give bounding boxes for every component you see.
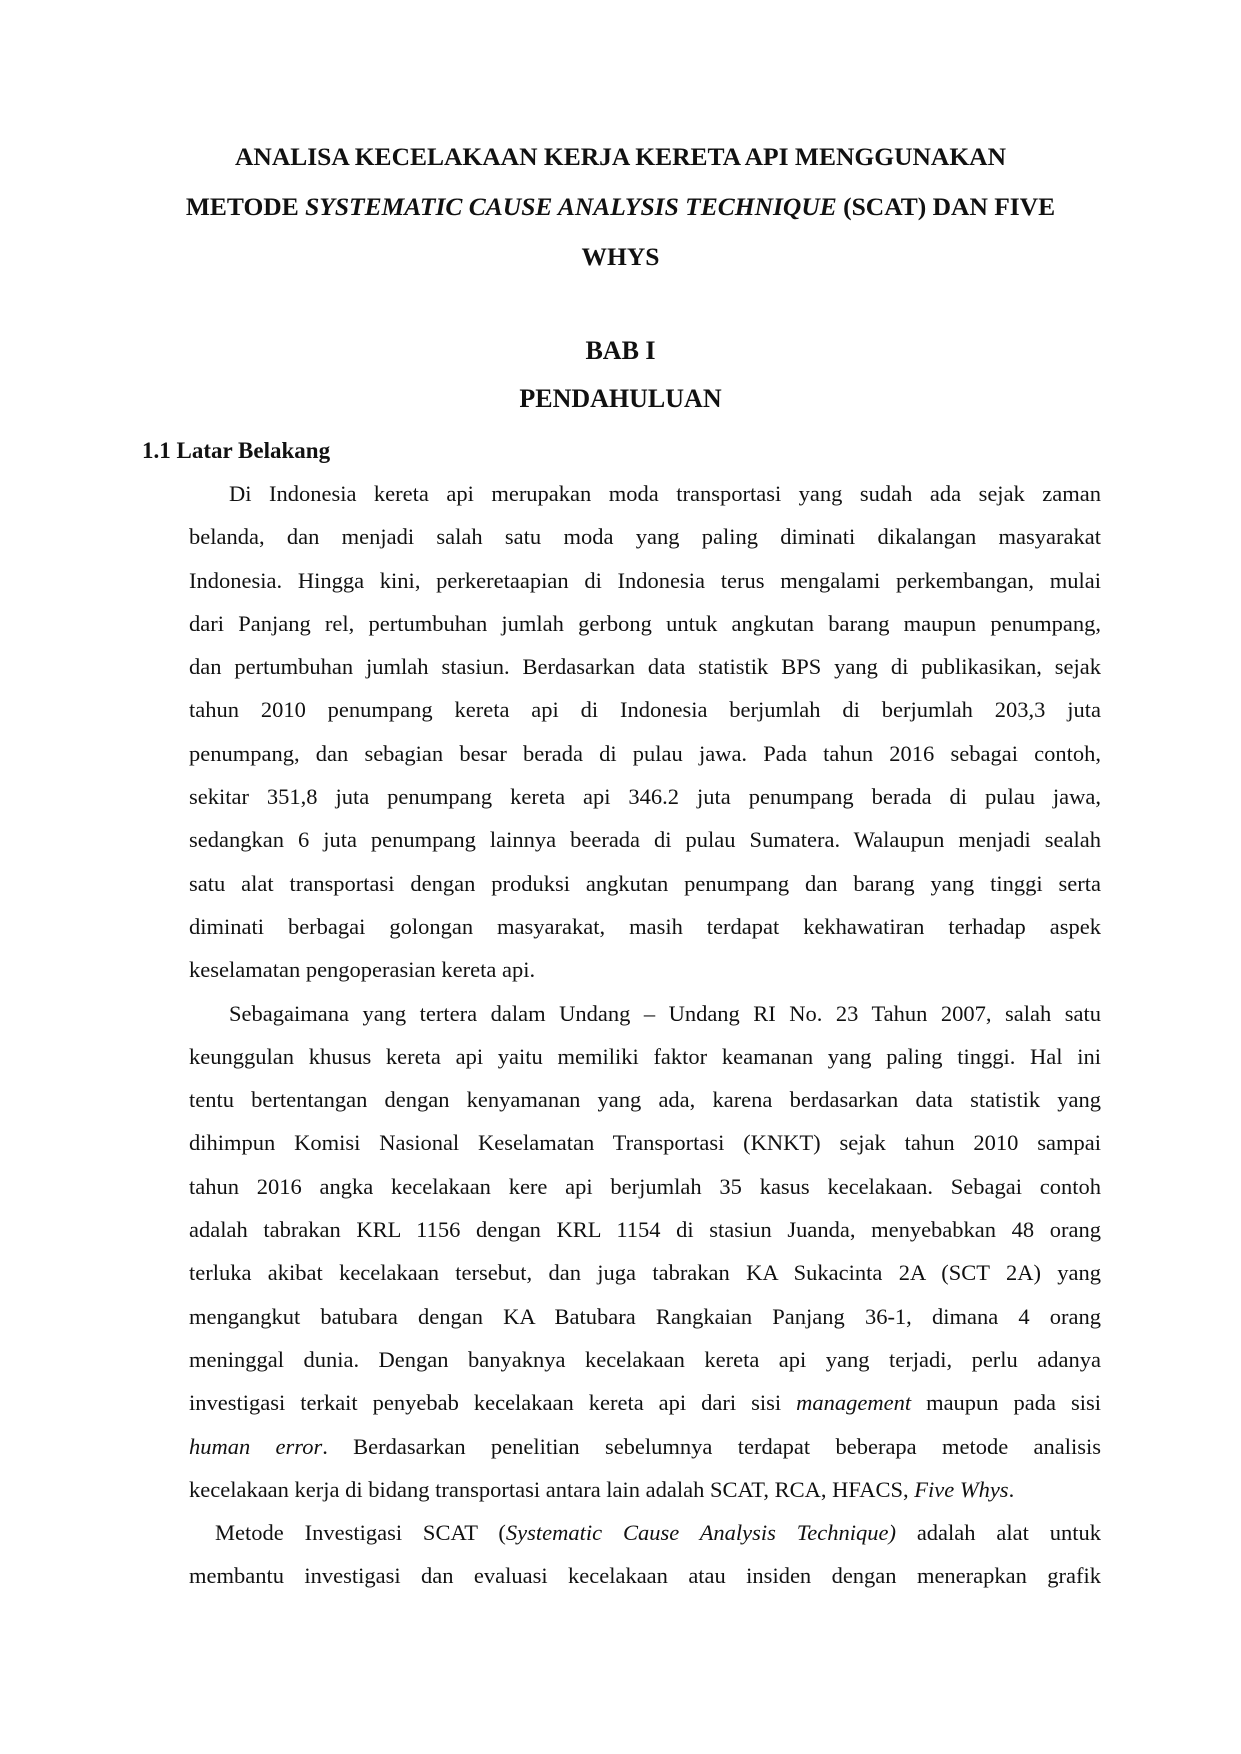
title-line-2: METODE SYSTEMATIC CAUSE ANALYSIS TECHNIQUE (SCAT) DAN FIVE	[185, 192, 1056, 221]
section-heading: 1.1 Latar Belakang	[142, 438, 331, 463]
body-text	[189, 472, 1101, 1598]
paragraph-2: Sebagaimana yang tertera dalam Undang – Undang RI No. 23 Tahun 2007, salah satu keunggulan khusus kereta api yaitu memiliki faktor keamanan yang paling tinggi. Hal ini tentu bertentangan dengan kenyamanan yang ada, karena berdasarkan data statistik yang dihimpun Komisi Nasional Keselamatan Transportasi (KNKT) sejak tahun 2010 sampai tahun 2016 angka kecelakaan kere api berjumlah 35 kasus kecelakaan. Sebagai contoh adalah tabrakan KRL 1156 dengan KRL 1154 di stasiun Juanda, menyebabkan 48 orang terluka akibat kecelakaan tersebut, dan juga tabrakan KA Sukacinta 2A (SCT 2A) yang mengangkut batubara dengan KA Batubara Rangkaian Panjang 36-1, dimana 4 orang meninggal dunia. Dengan banyaknya kecelakaan kereta api yang terjadi, perlu adanya investigasi terkait penyebab kecelakaan kereta api dari sisi management maupun pada sisi human error. Berdasarkan penelitian sebelumnya terdapat beberapa metode analisis kecelakaan kerja di bidang transportasi antara lain adalah SCAT, RCA, HFACS, Five Whys.	[189, 1000, 1102, 1502]
chapter-number: BAB I	[585, 336, 656, 365]
title-line-1: ANALISA KECELAKAAN KERJA KERETA API MENGGUNAKAN	[234, 142, 1006, 171]
document-title	[140, 132, 1101, 282]
title-line-3: WHYS	[581, 242, 660, 271]
paragraph-3: Metode Investigasi SCAT (Systematic Cause Analysis Technique) adalah alat untuk membantu investigasi dan evaluasi kecelakaan atau insiden dengan menerapkan grafik	[189, 1520, 1101, 1589]
chapter-title: PENDAHULUAN	[519, 384, 722, 413]
paragraph-1: Di Indonesia kereta api merupakan moda transportasi yang sudah ada sejak zaman belanda, dan menjadi salah satu moda yang paling diminati dikalangan masyarakat Indonesia. Hingga kini, perkeretaapian di Indonesia terus mengalami perkembangan, mulai dari Panjang rel, pertumbuhan jumlah gerbong untuk angkutan barang maupun penumpang, dan pertumbuhan jumlah stasiun. Berdasarkan data statistik BPS yang di publikasikan, sejak tahun 2010 penumpang kereta api di Indonesia berjumlah di berjumlah 203,3 juta penumpang, dan sebagian besar berada di pulau jawa. Pada tahun 2016 sebagai contoh, sekitar 351,8 juta penumpang kereta api 346.2 juta penumpang berada di pulau jawa, sedangkan 6 juta penumpang lainnya beerada di pulau Sumatera. Walaupun menjadi sealah satu alat transportasi dengan produksi angkutan penumpang dan barang yang tinggi serta diminati berbagai golongan masyarakat, masih terdapat kekhawatiran terhadap aspek keselamatan pengoperasian kereta api.	[189, 481, 1101, 983]
